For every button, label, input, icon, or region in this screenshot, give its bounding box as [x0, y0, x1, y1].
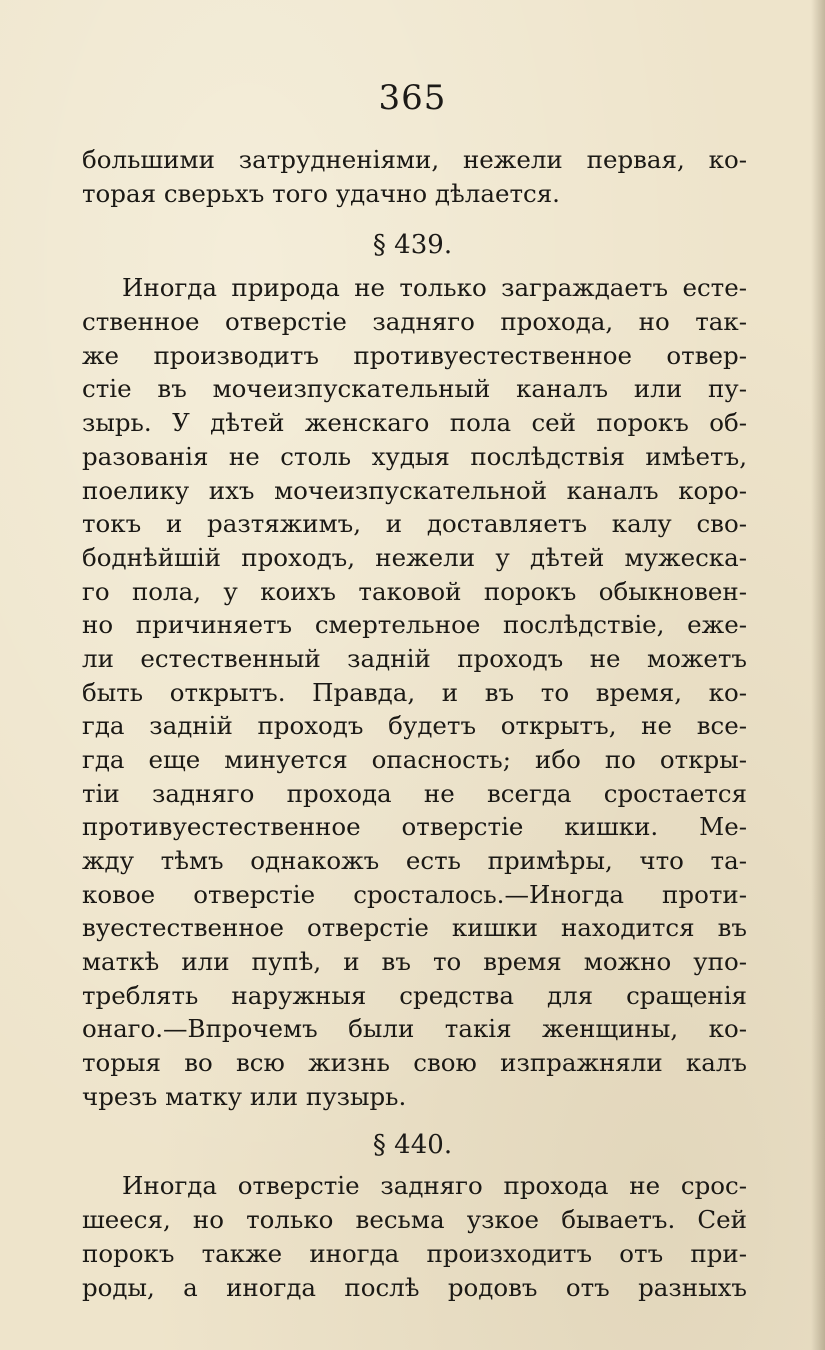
text-line: зырь. У дѣтей женскаго пола сей порокъ об-	[82, 408, 747, 437]
text-line: маткѣ или пупѣ, и въ то время можно упо-	[82, 947, 747, 976]
text-line: быть открытъ. Правда, и въ то время, ко-	[82, 678, 747, 707]
text-line: Иногда отверстіе задняго прохода не срос-	[122, 1171, 747, 1200]
text-line: противуестественное отверстіе кишки. Ме-	[82, 812, 747, 841]
page-number: 365	[378, 78, 447, 118]
text-line: но причиняетъ смертельное послѣдствіе, еже-	[82, 610, 747, 639]
text-line: ственное отверстіе задняго прохода, но так-	[82, 307, 747, 336]
text-line: треблять наружныя средства для сращенія	[82, 981, 747, 1010]
text-line: токъ и разтяжимъ, и доставляетъ калу сво-	[82, 509, 747, 538]
text-line: шееся, но только весьма узкое бываетъ. Сей	[82, 1205, 747, 1234]
text-line: тіи задняго прохода не всегда сростается	[82, 779, 747, 808]
text-line: роды, а иногда послѣ родовъ отъ разныхъ	[82, 1273, 747, 1302]
text-line: поелику ихъ мочеизпускательной каналъ коро-	[82, 476, 747, 505]
text-line: онаго.—Впрочемъ были такія женщины, ко-	[82, 1014, 747, 1043]
text-line: порокъ также иногда произходитъ отъ при-	[82, 1239, 747, 1268]
text-line: го пола, у коихъ таковой порокъ обыкновен-	[82, 577, 747, 606]
text-line: боднѣйшій проходъ, нежели у дѣтей мужеска-	[82, 543, 747, 572]
text-line: разованія не столь худыя послѣдствія имѣетъ,	[82, 442, 747, 471]
text-line: Иногда природа не только заграждаетъ есте-	[122, 273, 747, 302]
text-line: вуестественное отверстіе кишки находится въ	[82, 913, 747, 942]
text-line: ли естественный задній проходъ не можетъ	[82, 644, 747, 673]
section-heading-440: § 440.	[372, 1130, 453, 1160]
text-line: чрезъ матку или пузырь.	[82, 1082, 407, 1111]
section-heading-439: § 439.	[372, 230, 453, 260]
text-line: гда еще минуется опасность; ибо по откры-	[82, 745, 747, 774]
text-line: же производитъ противуестественное отвер-	[82, 341, 747, 370]
text-line: ковое отверстіе сросталось.—Иногда проти-	[82, 880, 747, 909]
text-line: гда задній проходъ будетъ открытъ, не все-	[82, 711, 747, 740]
text-line: большими затрудненіями, нежели первая, ко-	[82, 145, 747, 174]
text-line: жду тѣмъ однакожъ есть примѣры, что та-	[82, 846, 747, 875]
text-line: стіе въ мочеизпускательный каналъ или пу-	[82, 374, 747, 403]
text-line: торая сверьхъ того удачно дѣлается.	[82, 179, 560, 208]
text-line: торыя во всю жизнь свою изпражняли калъ	[82, 1048, 747, 1077]
